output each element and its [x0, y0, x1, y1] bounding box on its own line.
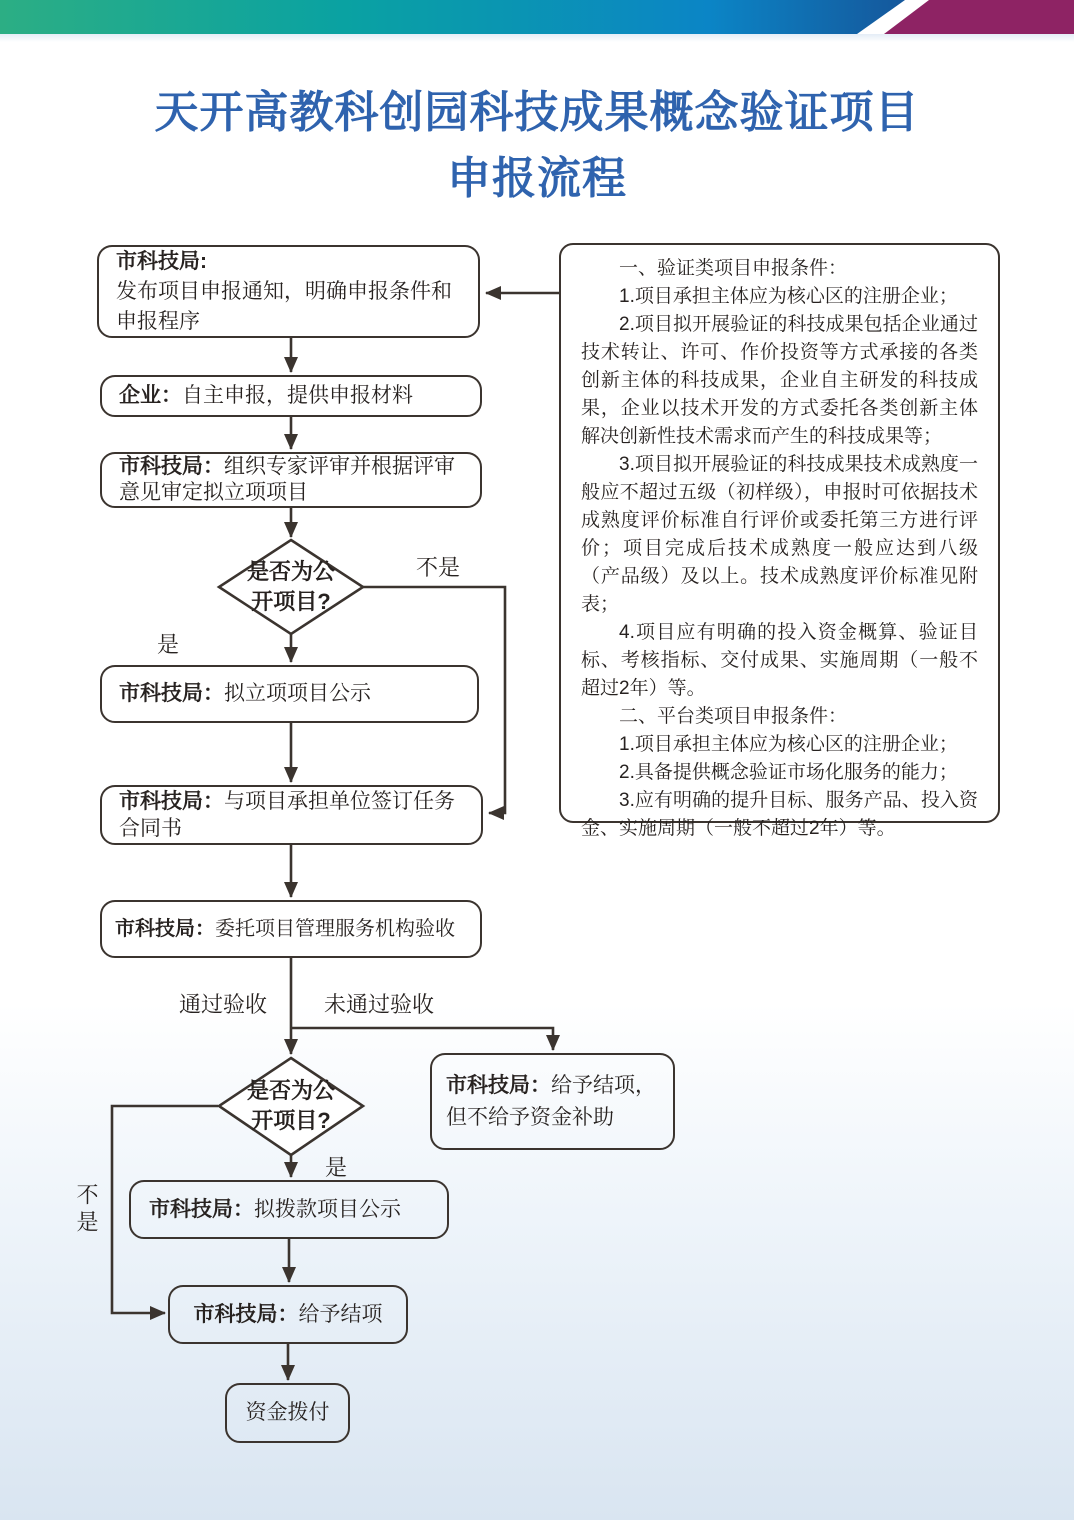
conditions-line: 4.项目应有明确的投入资金概算、验证目标、考核指标、交付成果、实施周期（一般不超过2年）等。	[581, 622, 978, 699]
node-funding-publicity	[129, 1180, 449, 1239]
node-proposed-project-publicity-actor: 市科技局：	[119, 682, 224, 705]
decision-public-project-1-label: 是否为公开项目?	[246, 559, 335, 614]
edge-label-no-2: 不是	[74, 1183, 99, 1237]
node-fund-disbursement-text: 资金拨付	[245, 1401, 330, 1424]
node-expert-review	[100, 452, 482, 508]
node-proposed-project-publicity	[100, 665, 479, 723]
decision-public-project-2-label: 是否为公开项目?	[246, 1078, 335, 1133]
node-project-closure	[168, 1285, 408, 1344]
conditions-panel	[559, 243, 1000, 839]
edge-label-failed: 未通过验收	[324, 992, 435, 1017]
node-acceptance-check-text: 委托项目管理服务机构验收	[215, 918, 455, 940]
conditions-line: 3.项目拟开展验证的科技成果技术成熟度一般应不超过五级（初样级），申报时可依据技术成熟度评价标准自行评价或委托第三方进行评价；项目完成后技术成熟度一般应达到八级（产品级）及以上。技术成熟度评价标准见附表；	[581, 454, 978, 615]
conditions-line: 2.项目拟开展验证的科技成果包括企业通过技术转让、许可、作价投资等方式承接的各类创新主体的科技成果，企业自主研发的科技成果，企业以技术开发的方式委托各类创新主体解决创新性技术需求而产生的科技成果等；	[581, 314, 978, 447]
node-project-closure-actor: 市科技局：	[193, 1302, 299, 1326]
node-sign-task-contract-text: 与项目承担单位签订任务合同书	[119, 790, 455, 840]
page-title-line1: 天开高教科创园科技成果概念验证项目	[154, 88, 920, 137]
node-expert-review-text: 组织专家评审并根据评审意见审定拟立项项目	[119, 455, 455, 504]
node-closure-no-subsidy-actor: 市科技局：	[446, 1073, 551, 1097]
node-publish-notice-actor: 市科技局:	[116, 249, 207, 273]
conditions-line: 3.应有明确的提升目标、服务产品、投入资金、实施周期（一般不超过2年）等。	[581, 790, 978, 839]
edge-label-yes-2: 是	[325, 1155, 348, 1180]
node-publish-notice	[97, 245, 480, 338]
edge-label-passed: 通过验收	[179, 992, 268, 1017]
node-fund-disbursement	[225, 1383, 350, 1443]
conditions-line: 2.具备提供概念验证市场化服务的能力；	[619, 762, 958, 783]
node-acceptance-check-actor: 市科技局：	[115, 918, 215, 940]
node-proposed-project-publicity-text: 拟立项项目公示	[224, 682, 371, 705]
node-closure-no-subsidy	[430, 1053, 675, 1150]
node-enterprise-apply	[100, 375, 482, 417]
node-project-closure-text: 给予结项	[298, 1302, 383, 1326]
node-enterprise-apply-actor: 企业：	[119, 384, 182, 407]
node-expert-review-actor: 市科技局：	[119, 455, 224, 478]
node-sign-task-contract-actor: 市科技局：	[119, 790, 224, 813]
node-acceptance-check	[100, 900, 482, 958]
node-publish-notice-text: 发布项目申报通知，明确申报条件和申报程序	[116, 279, 452, 333]
conditions-line: 一、验证类项目申报条件：	[619, 258, 848, 279]
conditions-line: 1.项目承担主体应为核心区的注册企业；	[619, 286, 958, 307]
edge-label-yes-1: 是	[157, 632, 180, 657]
node-closure-no-subsidy-text: 给予结项，但不给予资金补助	[446, 1073, 656, 1129]
node-enterprise-apply-text: 自主申报，提供申报材料	[182, 384, 413, 407]
node-sign-task-contract	[100, 785, 483, 845]
node-funding-publicity-text: 拟拨款项目公示	[254, 1197, 401, 1221]
conditions-line: 二、平台类项目申报条件：	[619, 706, 848, 727]
conditions-line: 1.项目承担主体应为核心区的注册企业；	[619, 734, 958, 755]
page-title-line2: 申报流程	[447, 154, 627, 203]
edge-label-no-1: 不是	[416, 555, 461, 580]
node-funding-publicity-actor: 市科技局：	[149, 1197, 254, 1221]
